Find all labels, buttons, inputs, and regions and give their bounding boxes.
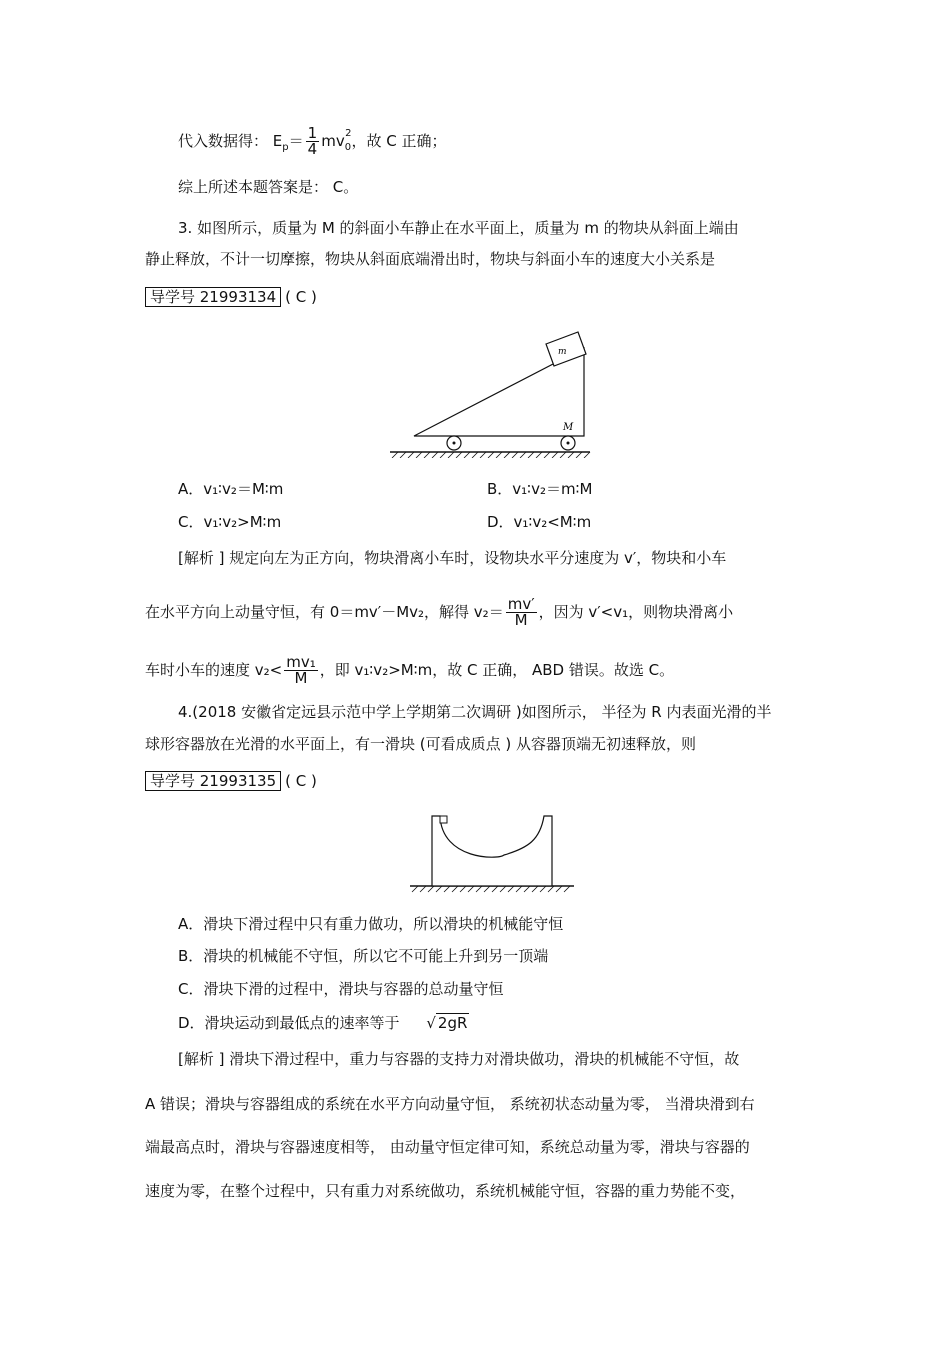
- q4-option-c: C．滑块下滑的过程中，滑块与容器的总动量守恒: [178, 980, 504, 998]
- radicand: 2gR: [437, 1014, 468, 1032]
- q4-line2: 球形容器放在光滑的水平面上，有一滑块 (可看成质点 ) 从容器顶端无初速释放，则: [145, 735, 697, 753]
- fraction: [506, 597, 537, 628]
- q3-explain-2: [145, 597, 733, 628]
- text: 0: [344, 142, 352, 153]
- text: E: [272, 132, 283, 150]
- text: ，因为 v′<v₁，则物块滑离小: [538, 603, 734, 621]
- text: mv: [321, 132, 345, 150]
- label-M: M: [563, 422, 574, 433]
- q4-tag-line: [145, 771, 317, 791]
- text: 在水平方向上动量守恒，有 0＝mv′－Mv₂，解得 v₂＝: [145, 603, 504, 621]
- text: D．滑块运动到最低点的速率等于: [178, 1014, 400, 1032]
- denominator: M: [514, 611, 528, 629]
- guide-number-box: 导学号 21993135: [145, 771, 281, 791]
- container-body: [432, 816, 552, 886]
- label-m: m: [558, 347, 567, 357]
- q3-explain-1: [解析 ] 规定向左为正方向，物块滑离小车时，设物块水平分速度为 v′，物块和小车: [178, 549, 727, 567]
- denominator: M: [294, 669, 308, 687]
- fraction: [284, 655, 318, 686]
- q3-line2: 静止释放，不计一切摩擦，物块从斜面底端滑出时，物块与斜面小车的速度大小关系是: [145, 250, 716, 268]
- q3-tag-line: [145, 287, 317, 307]
- answer-mark: ( C ): [285, 772, 317, 790]
- numerator: mv₁: [286, 653, 316, 671]
- fraction: [306, 126, 320, 157]
- q3-line1: 3. 如图所示，质量为 M 的斜面小车静止在水平面上，质量为 m 的物块从斜面上端由: [178, 219, 739, 237]
- q4-explain-4: 速度为零，在整个过程中，只有重力对系统做功，系统机械能守恒，容器的重力势能不变，: [145, 1182, 746, 1200]
- text: 代入数据得：: [178, 132, 269, 150]
- text: ，即 v₁∶v₂>M∶m，故 C 正确， ABD 错误。故选 C。: [319, 661, 675, 679]
- q3-option-a: A．v₁∶v₂＝M∶m: [178, 480, 284, 498]
- q4-explain-3: 端最高点时，滑块与容器速度相等， 由动量守恒定律可知，系统总动量为零，滑块与容器的: [145, 1138, 750, 1156]
- q3-option-b: B．v₁∶v₂＝m∶M: [487, 480, 593, 498]
- formula-line: [178, 126, 446, 158]
- slider-block: [440, 816, 447, 823]
- q4-option-d: [178, 1013, 469, 1033]
- hemisphere-container-figure: [408, 810, 578, 895]
- q4-option-a: A．滑块下滑过程中只有重力做功，所以滑块的机械能守恒: [178, 915, 564, 933]
- incline-cart-figure: [388, 328, 598, 458]
- guide-number-box: 导学号 21993134: [145, 287, 281, 307]
- answer-mark: ( C ): [285, 288, 317, 306]
- numerator: 1: [307, 124, 318, 142]
- q4-explain-2: A 错误；滑块与容器组成的系统在水平方向动量守恒， 系统初状态动量为零， 当滑块滑到右: [145, 1095, 755, 1113]
- q3-option-d: D．v₁∶v₂<M∶m: [487, 513, 592, 531]
- text: p: [282, 142, 289, 153]
- denominator: 4: [307, 140, 318, 158]
- q4-explain-1: [解析 ] 滑块下滑过程中，重力与容器的支持力对滑块做功，滑块的机械能不守恒，故: [178, 1050, 740, 1068]
- text: ＝: [288, 132, 304, 150]
- sqrt-expression: √ 2gR: [426, 1014, 468, 1032]
- answer-summary: 综上所述本题答案是： C。: [178, 178, 359, 196]
- q3-explain-3: [145, 655, 674, 686]
- text: 2: [345, 128, 352, 139]
- q4-line1: 4.(2018 安徽省定远县示范中学上学期第二次调研 )如图所示， 半径为 R 内表面光滑的半: [178, 703, 772, 721]
- text: 车时小车的速度 v₂<: [145, 661, 283, 679]
- text: ，故 C 正确；: [351, 132, 447, 150]
- q3-option-c: C．v₁∶v₂>M∶m: [178, 513, 282, 531]
- q4-option-b: B．滑块的机械能不守恒，所以它不可能上升到另一顶端: [178, 947, 549, 965]
- numerator: mv′: [507, 595, 535, 613]
- ground-hatch: [412, 886, 570, 892]
- ground-hatch: [392, 452, 590, 458]
